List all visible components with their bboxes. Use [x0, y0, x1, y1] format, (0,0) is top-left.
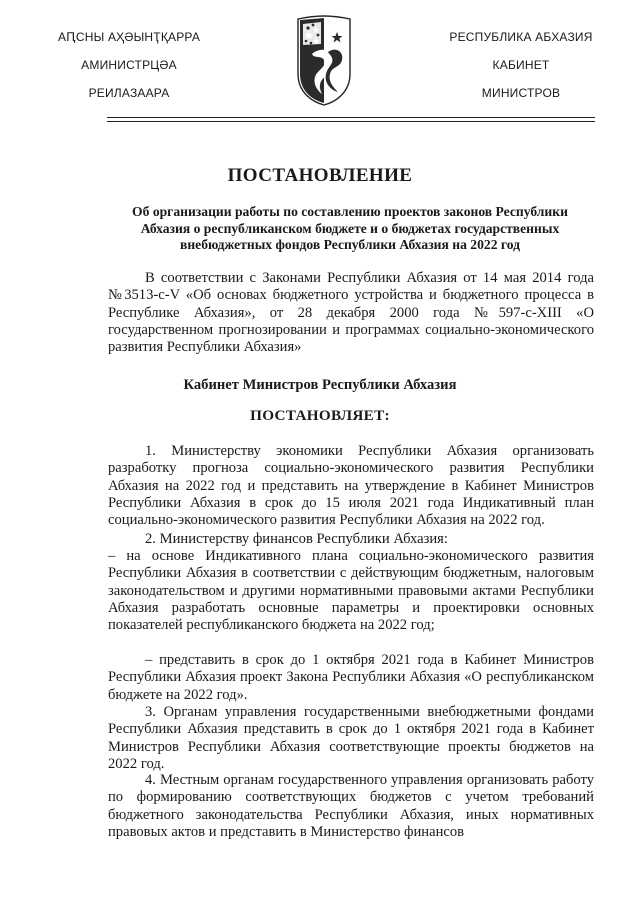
header-rule-bottom — [107, 121, 595, 122]
header-left-line-1: АԤСНЫ АҲӘЫНҬҚАРРА — [57, 30, 201, 44]
header-left-line-2: АМИНИСТРЦӘА — [81, 58, 177, 72]
paragraph-4: 4. Местным органам государственного управления организовать работу по формированию соответствующих бюджетов с учетом требований бюджетного законодательства Республики Абхазия, иных нормативных правовых актов и представить в Министерство финансов — [108, 772, 594, 840]
document-subtitle: Об организации работы по составлению проектов законов Республики Абхазия о республиканском бюджете и о бюджетах государственных внебюджетных фондов Республики Абхазия на 2022 год — [132, 204, 568, 252]
paragraph-3: 3. Органам управления государственными внебюджетными фондами Республики Абхазия представить в срок до 1 октября 2021 года в Кабинет Министров Республики Абхазия соответствующие проекты бюджетов на 2022 год. — [108, 704, 594, 772]
paragraph-2: 2. Министерству финансов Республики Абхазия: — [145, 531, 448, 547]
header-right-line-2: КАБИНЕТ — [492, 58, 550, 72]
issuer-heading: Кабинет Министров Республики Абхазия — [183, 377, 457, 393]
preamble: В соответствии с Законами Республики Абхазия от 14 мая 2014 года №3513-с-V «Об основах бюджетного устройства и бюджетного процесса в Республике Абхазия», от 28 декабря 2000 года №597-с-XIII «О государственном прогнозировании и программах социально-экономического развития Республики Абхазия» — [108, 270, 594, 356]
paragraph-2-item-2: – представить в срок до 1 октября 2021 года в Кабинет Министров Республики Абхазия проект Закона Республики Абхазия «О республиканском бюджете на 2022 год». — [108, 652, 594, 703]
header-right-line-1: РЕСПУБЛИКА АБХАЗИЯ — [449, 30, 593, 44]
paragraph-1: 1. Министерству экономики Республики Абхазия организовать разработку прогноза социально-экономического развития Республики Абхазия на 2022 год и представить на утверждение в Кабинет Министров Республики Абхазия в срок до 15 июля 2021 года Индикативный план социально-экономического развития Республики Абхазия на 2022 год. — [108, 443, 594, 529]
header-left-line-3: РЕИЛАЗААРА — [88, 86, 170, 100]
header-right-line-3: МИНИСТРОВ — [481, 86, 561, 100]
header-rule-top — [107, 117, 595, 118]
resolves-heading: ПОСТАНОВЛЯЕТ: — [250, 407, 390, 424]
coat-of-arms-icon — [296, 14, 352, 106]
paragraph-2-item-1: – на основе Индикативного плана социально-экономического развития Республики Абхазия в соответствии с действующим бюджетным, налоговым законодательством и другими нормативными правовыми актами Республики Абхазия разработать основные параметры и проектировки основных показателей республиканского бюджета на 2022 год; — [108, 548, 594, 634]
document-title: ПОСТАНОВЛЕНИЕ — [227, 165, 413, 186]
